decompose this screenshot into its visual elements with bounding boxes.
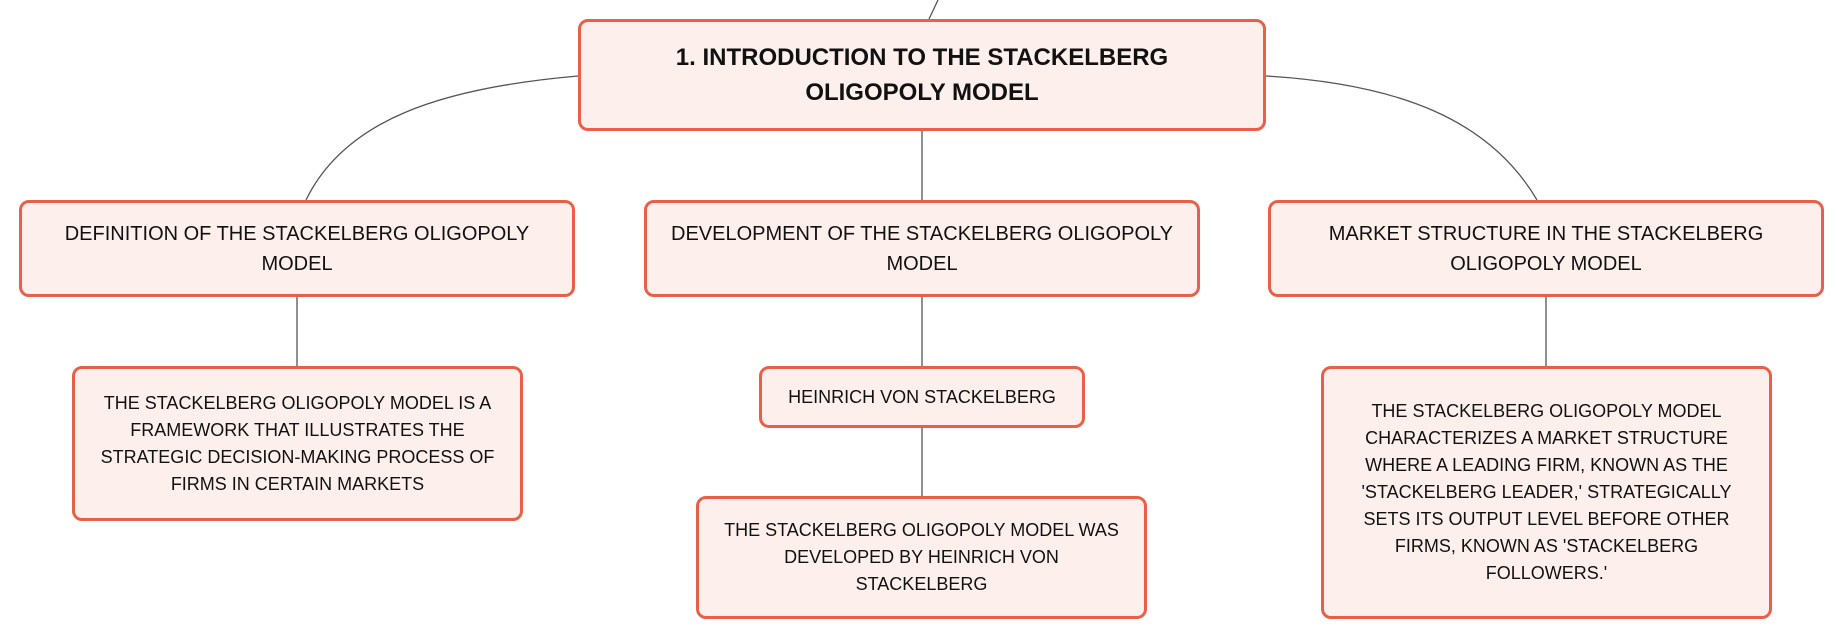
branch-node-development[interactable] bbox=[644, 200, 1200, 297]
connector-root-to-definition bbox=[306, 76, 578, 200]
connector-parent-to-root bbox=[929, 0, 938, 19]
branch-label-development: DEVELOPMENT OF THE STACKELBERG OLIGOPOLY MODEL bbox=[671, 222, 1173, 275]
root-topic-node[interactable] bbox=[578, 19, 1266, 131]
market-structure-detail-text: THE STACKELBERG OLIGOPOLY MODEL CHARACTERIZES A MARKET STRUCTURE WHERE A LEADING FIRM, KNOWN AS THE 'STACKELBERG LEADER,' STRATEGICALLY SETS ITS OUTPUT LEVEL BEFORE OTHER FIRMS, KNOWN AS 'STACKELBERG FOLLOWERS.' bbox=[1361, 401, 1732, 583]
branch-node-market-structure[interactable] bbox=[1268, 200, 1824, 297]
connector-root-to-market-structure bbox=[1266, 76, 1537, 200]
market-structure-detail-node[interactable] bbox=[1321, 366, 1772, 619]
root-topic-label: 1. INTRODUCTION TO THE STACKELBERG OLIGOPOLY MODEL bbox=[675, 44, 1169, 106]
definition-detail-node[interactable] bbox=[72, 366, 523, 521]
branch-label-definition: DEFINITION OF THE STACKELBERG OLIGOPOLY MODEL bbox=[64, 222, 530, 275]
development-detail-node[interactable] bbox=[696, 496, 1147, 619]
definition-detail-text: THE STACKELBERG OLIGOPOLY MODEL IS A FRAMEWORK THAT ILLUSTRATES THE STRATEGIC DECISION-MAKING PROCESS OF FIRMS IN CERTAIN MARKETS bbox=[100, 392, 495, 494]
branch-label-market-structure: MARKET STRUCTURE IN THE STACKELBERG OLIGOPOLY MODEL bbox=[1328, 222, 1764, 275]
heinrich-von-stackelberg-node[interactable] bbox=[759, 366, 1085, 428]
development-detail-text: THE STACKELBERG OLIGOPOLY MODEL WAS DEVELOPED BY HEINRICH VON STACKELBERG bbox=[724, 520, 1119, 594]
heinrich-von-stackelberg-label: HEINRICH VON STACKELBERG bbox=[788, 386, 1056, 407]
branch-node-definition[interactable] bbox=[19, 200, 575, 297]
